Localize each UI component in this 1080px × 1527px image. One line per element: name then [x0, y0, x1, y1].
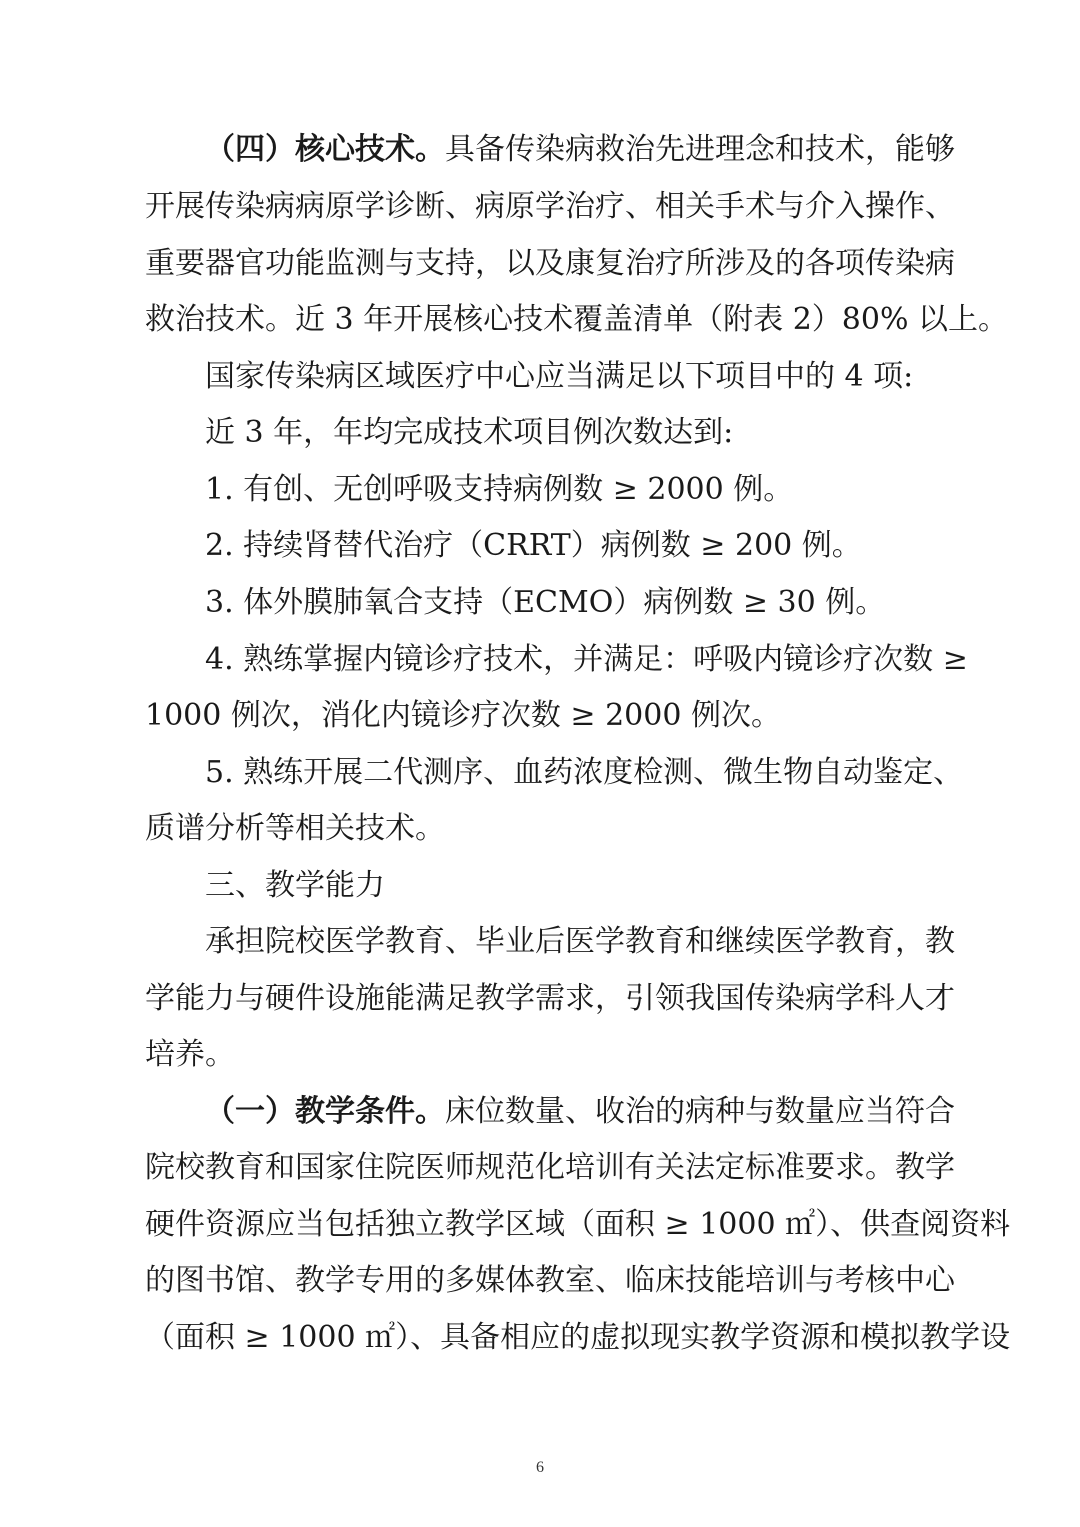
list-item-4-line-1: 4. 熟练掌握内镜诊疗技术，并满足：呼吸内镜诊疗次数 ≥: [205, 642, 968, 677]
requirement-intro: 国家传染病区域医疗中心应当满足以下项目中的 4 项:: [205, 359, 914, 394]
section-3-para-line-1: 承担院校医学教育、毕业后医学教育和继续医学教育，教: [205, 924, 955, 959]
list-item-5-line-1: 5. 熟练开展二代测序、血药浓度检测、微生物自动鉴定、: [205, 755, 964, 790]
list-item-3: 3. 体外膜肺氧合支持（ECMO）病例数 ≥ 30 例。: [205, 585, 886, 620]
section-3-1-line-2: 院校教育和国家住院医师规范化培训有关法定标准要求。教学: [145, 1150, 955, 1185]
section-4-line-1-text: 具备传染病救治先进理念和技术，能够: [445, 132, 955, 167]
section-4-line-1: [205, 130, 955, 170]
section-4-line-2: 开展传染病病原学诊断、病原学治疗、相关手术与介入操作、: [145, 189, 955, 224]
list-item-1: 1. 有创、无创呼吸支持病例数 ≥ 2000 例。: [205, 472, 794, 507]
list-item-4-line-2: 1000 例次，消化内镜诊疗次数 ≥ 2000 例次。: [145, 698, 781, 733]
section-3-heading: 三、教学能力: [205, 868, 385, 903]
list-item-5-line-2: 质谱分析等相关技术。: [145, 811, 445, 846]
section-3-para-line-2: 学能力与硬件设施能满足教学需求，引领我国传染病学科人才: [145, 981, 955, 1016]
section-3-1-line-1-text: 床位数量、收治的病种与数量应当符合: [445, 1094, 955, 1129]
page-number: 6: [536, 1459, 544, 1476]
section-4-heading: （四）核心技术。: [205, 132, 445, 167]
section-3-1-line-5: （面积 ≥ 1000 ㎡）、具备相应的虚拟现实教学资源和模拟教学设: [145, 1320, 1011, 1355]
section-3-para-line-3: 培养。: [145, 1037, 235, 1072]
requirement-sub: 近 3 年，年均完成技术项目例次数达到:: [205, 415, 734, 450]
section-4-line-4: 救治技术。近 3 年开展核心技术覆盖清单（附表 2）80% 以上。: [145, 302, 1008, 337]
section-3-1-line-3: 硬件资源应当包括独立教学区域（面积 ≥ 1000 ㎡）、供查阅资料: [145, 1207, 1011, 1242]
section-3-1-line-1: [205, 1092, 955, 1132]
section-3-1-heading: （一）教学条件。: [205, 1094, 445, 1129]
list-item-2: 2. 持续肾替代治疗（CRRT）病例数 ≥ 200 例。: [205, 528, 862, 563]
section-4-line-3: 重要器官功能监测与支持，以及康复治疗所涉及的各项传染病: [145, 246, 955, 281]
section-3-1-line-4: 的图书馆、教学专用的多媒体教室、临床技能培训与考核中心: [145, 1263, 955, 1298]
